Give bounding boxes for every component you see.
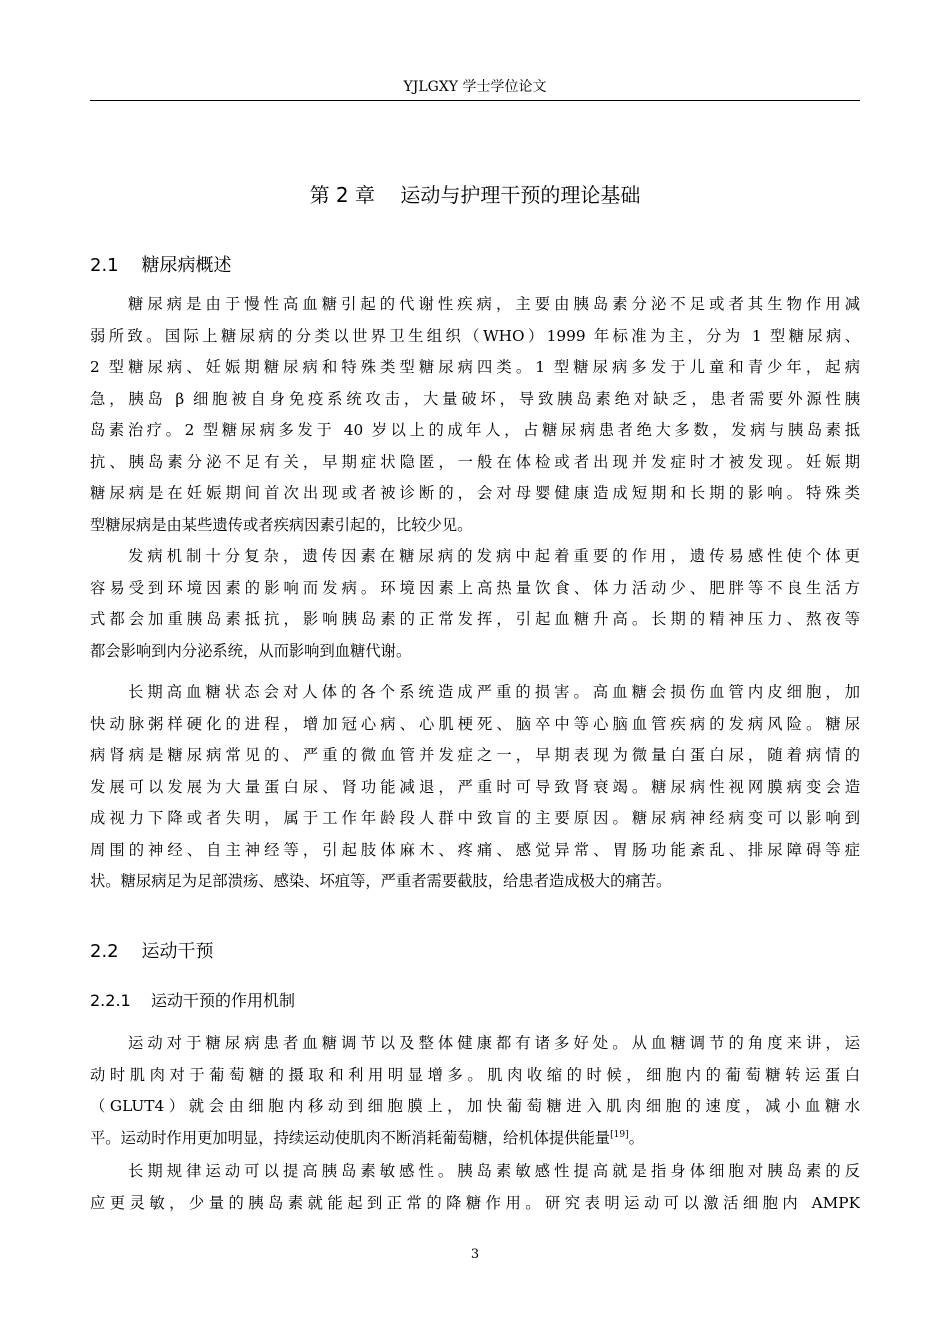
- citation-reference[interactable]: [19]: [610, 1129, 629, 1140]
- section-heading-2-2-1: 2.2.1 运动干预的作用机制: [90, 991, 296, 1010]
- text-segment: 平。运动时作用更加明显，持续运动使肌肉不断消耗葡萄糖，给机体提供能量: [90, 1128, 611, 1147]
- text-line: 状。糖尿病足为足部溃疡、感染、坏疽等，严重者需要截肢，给患者造成极大的痛苦。: [90, 872, 672, 890]
- text-line: 弱所致。国际上糖尿病的分类以世界卫生组织（WHO）1999 年标准为主，分为 1 型糖尿病、: [90, 326, 860, 345]
- section-heading-2-1: 2.1 糖尿病概述: [90, 255, 232, 276]
- text-line-with-citation: [90, 1123, 860, 1155]
- text-line: 抗、胰岛素分泌不足有关，早期症状隐匿，一般在体检或者出现并发症时才被发现。妊娠期: [90, 452, 860, 471]
- text-line: 动时肌肉对于葡萄糖的摄取和利用明显增多。肌肉收缩的时候，细胞内的葡萄糖转运蛋白: [90, 1065, 860, 1084]
- section-heading-2-2: 2.2 运动干预: [90, 941, 214, 962]
- paragraph-insulin-sensitivity: [90, 1156, 860, 1219]
- paragraph-complications: [90, 677, 860, 898]
- paragraph-exercise-mechanism: [90, 1028, 860, 1154]
- text-line: 快动脉粥样硬化的进程，增加冠心病、心肌梗死、脑卒中等心脑血管疾病的发病风险。糖尿: [90, 714, 860, 733]
- text-line: 糖尿病是在妊娠期间首次出现或者被诊断的，会对母婴健康造成短期和长期的影响。特殊类: [90, 484, 860, 502]
- paragraph-pathogenesis: [90, 541, 860, 667]
- text-line: 都会影响到内分泌系统，从而影响到血糖代谢。: [90, 641, 412, 660]
- text-line: 长期规律运动可以提高胰岛素敏感性。胰岛素敏感性提高就是指身体细胞对胰岛素的反: [128, 1162, 860, 1180]
- text-line: 成视力下降或者失明，属于工作年龄段人群中致盲的主要原因。糖尿病神经病变可以影响到: [90, 809, 860, 827]
- chapter-title: 第 2 章 运动与护理干预的理论基础: [309, 183, 641, 207]
- text-line: 长期高血糖状态会对人体的各个系统造成严重的损害。高血糖会损伤血管内皮细胞，加: [128, 683, 860, 701]
- text-line: 运动对于糖尿病患者血糖调节以及整体健康都有诸多好处。从血糖调节的角度来讲，运: [128, 1034, 860, 1052]
- text-line: 型糖尿病是由某些遗传或者疾病因素引起的，比较少见。: [90, 515, 473, 534]
- text-line: 发病机制十分复杂，遗传因素在糖尿病的发病中起着重要的作用，遗传易感性使个体更: [128, 547, 860, 565]
- header-rule: [90, 100, 860, 101]
- paragraph-diabetes-classification: [90, 289, 860, 541]
- text-line: 急，胰岛 β 细胞被自身免疫系统攻击，大量破坏，导致胰岛素绝对缺乏，患者需要外源性胰: [90, 389, 860, 408]
- text-line: 应更灵敏，少量的胰岛素就能起到正常的降糖作用。研究表明运动可以激活细胞内 AMPK: [90, 1193, 860, 1212]
- text-line: 病肾病是糖尿病常见的、严重的微血管并发症之一，早期表现为微量白蛋白尿，随着病情的: [90, 746, 860, 764]
- text-line: 2 型糖尿病、妊娠期糖尿病和特殊类型糖尿病四类。1 型糖尿病多发于儿童和青少年，起病: [90, 358, 860, 376]
- text-line: 容易受到环境因素的影响而发病。环境因素上高热量饮食、体力活动少、肥胖等不良生活方: [90, 578, 860, 597]
- text-line: （GLUT4）就会由细胞内移动到细胞膜上，加快葡萄糖进入肌肉细胞的速度，减小血糖水: [90, 1097, 860, 1115]
- text-line: 岛素治疗。2 型糖尿病多发于 40 岁以上的成年人，占糖尿病患者绝大多数，发病与胰岛素抵: [90, 421, 860, 439]
- text-line: 发展可以发展为大量蛋白尿、肾功能减退，严重时可导致肾衰竭。糖尿病性视网膜病变会造: [90, 777, 860, 796]
- running-header: YJLGXY 学士学位论文: [403, 79, 547, 95]
- text-segment: 。: [628, 1128, 644, 1147]
- text-line: 周围的神经、自主神经等，引起肢体麻木、疼痛、感觉异常、胃肠功能紊乱、排尿障碍等症: [90, 840, 860, 859]
- text-line: 式都会加重胰岛素抵抗，影响胰岛素的正常发挥，引起血糖升高。长期的精神压力、熬夜等: [90, 610, 860, 628]
- page-number: 3: [470, 1247, 480, 1262]
- text-line: 糖尿病是由于慢性高血糖引起的代谢性疾病，主要由胰岛素分泌不足或者其生物作用减: [128, 295, 860, 313]
